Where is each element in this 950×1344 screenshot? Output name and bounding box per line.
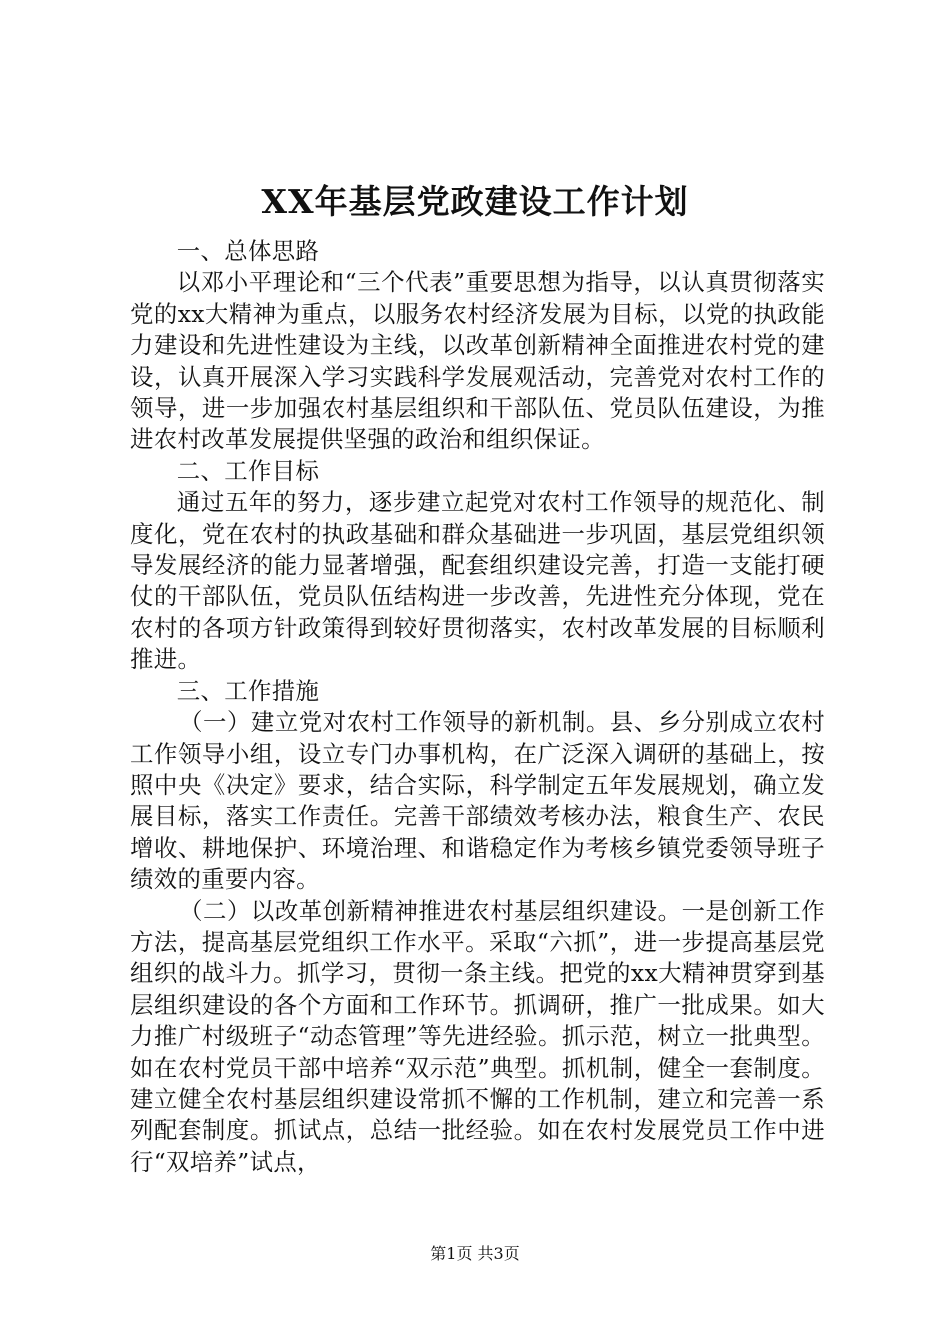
- section-heading-overall-approach: 一、总体思路: [176, 237, 320, 265]
- document-title: XX年基层党政建设工作计划: [261, 182, 689, 221]
- section-heading-work-measures: 三、工作措施: [176, 676, 320, 705]
- paragraph-overall-approach: 以邓小平理论和“三个代表”重要思想为指导，以认真贯彻落实党的xx大精神为重点，以服务农村经济发展为目标，以党的执政能力建设和先进性建设为主线，以改革创新精神全面推进农村党的建设，认真开展深入学习实践科学发展观活动，完善党对农村工作的领导，进一步加强农村基层组织和干部队伍、党员队伍建设，为推进农村改革发展提供坚强的政治和组织保证。: [130, 268, 825, 454]
- paragraph-work-goals: 通过五年的努力，逐步建立起党对农村工作领导的规范化、制度化，党在农村的执政基础和群众基础进一步巩固，基层党组织领导发展经济的能力显著增强，配套组织建设完善，打造一支能打硬仗的干部队伍，党员队伍结构进一步改善，先进性充分体现，党在农村的各项方针政策得到较好贯彻落实，农村改革发展的目标顺利推进。: [130, 488, 825, 674]
- paragraph-measure-two: （二）以改革创新精神推进农村基层组织建设。一是创新工作方法，提高基层党组织工作水平。采取“六抓”，进一步提高基层党组织的战斗力。抓学习，贯彻一条主线。把党的xx大精神贯穿到基层组织建设的各个方面和工作环节。抓调研，推广一批成果。如大力推广村级班子“动态管理”等先进经验。抓示范，树立一批典型。如在农村党员干部中培养“双示范”典型。抓机制，健全一套制度。建立健全农村基层组织建设常抓不懈的工作机制，建立和完善一系列配套制度。抓试点，总结一批经验。如在农村发展党员工作中进行“双培养”试点，: [130, 896, 825, 1176]
- section-heading-work-goals: 二、工作目标: [176, 456, 320, 485]
- page-number-footer: 第1页 共3页: [430, 1244, 520, 1263]
- document-body: [130, 236, 825, 1178]
- paragraph-measure-one: （一）建立党对农村工作领导的新机制。县、乡分别成立农村工作领导小组，设立专门办事机构，在广泛深入调研的基础上，按照中央《决定》要求，结合实际，科学制定五年发展规划，确立发展目标，落实工作责任。完善干部绩效考核办法，粮食生产、农民增收、耕地保护、环境治理、和谐稳定作为考核乡镇党委领导班子绩效的重要内容。: [130, 708, 825, 894]
